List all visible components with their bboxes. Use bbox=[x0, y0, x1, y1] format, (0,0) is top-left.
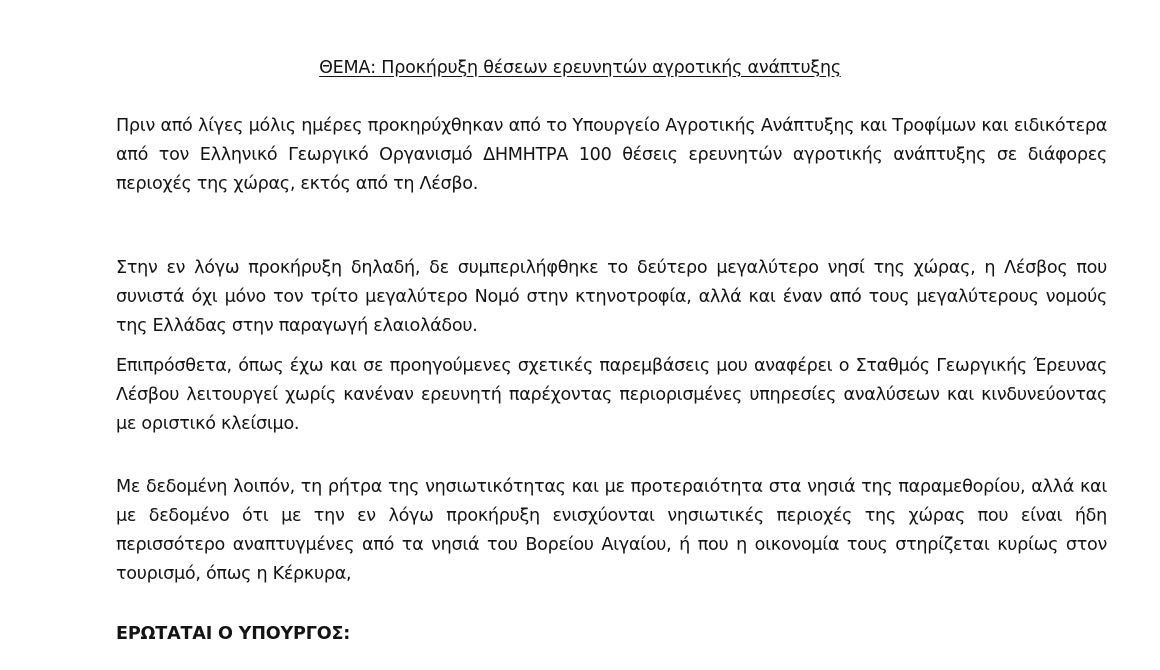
paragraph-research-station: Επιπρόσθετα, όπως έχω και σε προηγούμενες σχετικές παρεμβάσεις μου αναφέρει ο Σταθμός Γεωργικής Έρευνας Λέσβου λειτουργεί χωρίς κανέναν ερευνητή παρέχοντας περιορισμένες υπηρεσίες αναλύσεων και κινδυνεύοντας με οριστικό κλείσιμο. bbox=[116, 356, 1107, 434]
paragraph-announcement: Πριν από λίγες μόλις ημέρες προκηρύχθηκαν από το Υπουργείο Αγροτικής Ανάπτυξης και Τροφίμων και ειδικότερα από τον Ελληνικό Γεωργικό Οργανισμό ΔΗΜΗΤΡΑ 100 θέσεις ερευνητών αγροτικής ανάπτυξης σε διάφορες περιοχές της χώρας, εκτός από τη Λέσβο. bbox=[116, 116, 1107, 194]
paragraph-lesvos-omitted: Στην εν λόγω προκήρυξη δηλαδή, δε συμπεριλήφθηκε το δεύτερο μεγαλύτερο νησί της χώρας, η Λέσβος που συνιστά όχι μόνο τον τρίτο μεγαλύτερο Νομό στην κτηνοτροφία, αλλά και έναν από τους μεγαλύτερους νομούς της Ελλάδας στην παραγωγή ελαιολάδου. bbox=[116, 258, 1107, 336]
question-heading: ΕΡΩΤΑΤΑΙ Ο ΥΠΟΥΡΓΟΣ: bbox=[116, 624, 351, 644]
paragraph-island-clause: Με δεδομένη λοιπόν, τη ρήτρα της νησιωτικότητας και με προτεραιότητα στα νησιά της παραμεθορίου, αλλά και με δεδομένο ότι με την εν λόγω προκήρυξη ενισχύονται νησιωτικές περιοχές της χώρας που είναι ήδη περισσότερο αναπτυγμένες από τα νησιά του Βορείου Αιγαίου, ή που η οικονομία τους στηρίζεται κυρίως στον τουρισμό, όπως η Κέρκυρα, bbox=[116, 477, 1107, 584]
document-subject: ΘΕΜΑ: Προκήρυξη θέσεων ερευνητών αγροτικής ανάπτυξης bbox=[319, 58, 841, 78]
